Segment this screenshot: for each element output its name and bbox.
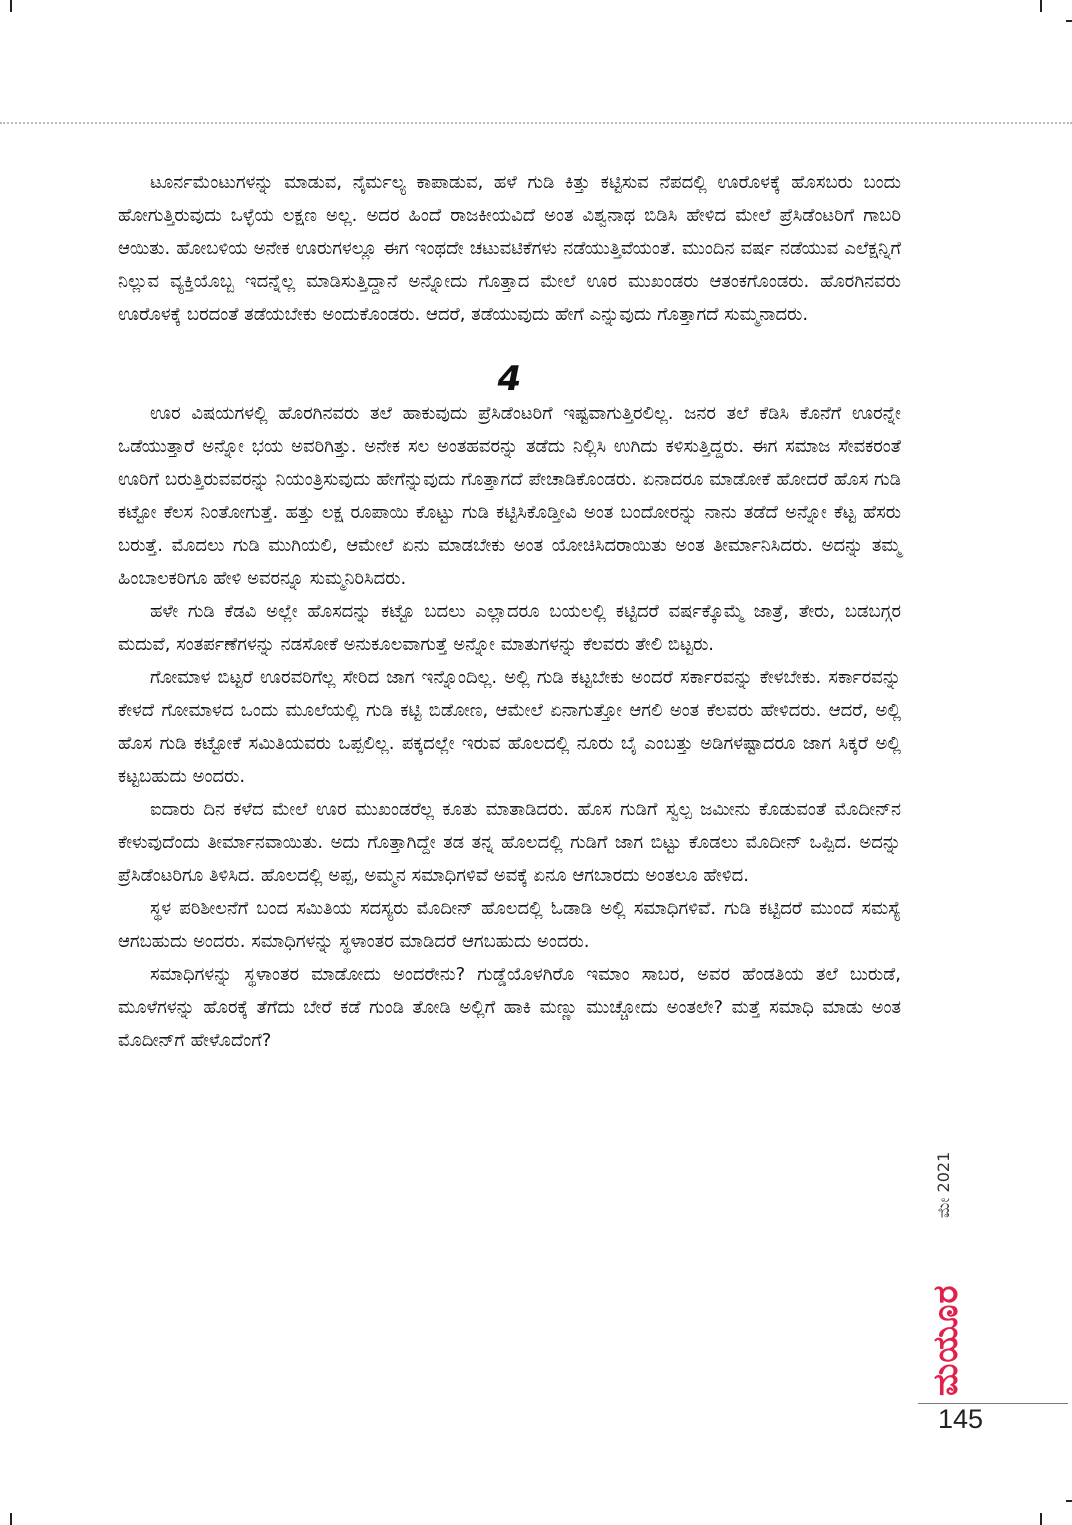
article-paragraph: ಊರ ವಿಷಯಗಳಲ್ಲಿ ಹೊರಗಿನವರು ತಲೆ ಹಾಕುವುದು ಪ್ರೆಸಿಡೆಂಟರಿಗೆ ಇಷ್ಟವಾಗುತ್ತಿರಲಿಲ್ಲ. ಜನರ ತಲೆ ಕೆಡಿಸಿ ಕೊನೆಗೆ ಊರನ್ನೇ ಒಡೆಯುತ್ತಾರೆ ಅನ್ನೋ ಭಯ ಅವರಿಗಿತ್ತು. ಅನೇಕ ಸಲ ಅಂತಹವರನ್ನು ತಡೆದು ನಿಲ್ಲಿಸಿ ಉಗಿದು ಕಳಿಸುತ್ತಿದ್ದರು. ಈಗ ಸಮಾಜ ಸೇವಕರಂತೆ ಊರಿಗೆ ಬರುತ್ತಿರುವವರನ್ನು ನಿಯಂತ್ರಿಸುವುದು ಹೇಗೆನ್ನುವುದು ಗೊತ್ತಾಗದೆ ಪೇಚಾಡಿಕೊಂಡರು. ಏನಾದರೂ ಮಾಡೋಕೆ ಹೋದರೆ ಹೊಸ ಗುಡಿ ಕಟ್ಟೋ ಕೆಲಸ ನಿಂತೋಗುತ್ತೆ. ಹತ್ತು ಲಕ್ಷ ರೂಪಾಯಿ ಕೊಟ್ಟು ಗುಡಿ ಕಟ್ಟಿಸಿಕೊಡ್ತೀವಿ ಅಂತ ಬಂದೋರನ್ನು ನಾನು ತಡೆದೆ ಅನ್ನೋ ಕೆಟ್ಟ ಹೆಸರು ಬರುತ್ತೆ. ಮೊದಲು ಗುಡಿ ಮುಗಿಯಲಿ, ಆಮೇಲೆ ಏನು ಮಾಡಬೇಕು ಅಂತ ಯೋಚಿಸಿದರಾಯಿತು ಅಂತ ತೀರ್ಮಾನಿಸಿದರು. ಅದನ್ನು ತಮ್ಮ ಹಿಂಬಾಲಕರಿಗೂ ಹೇಳಿ ಅವರನ್ನೂ ಸುಮ್ಮನಿರಿಸಿದರು. <box>118 403 901 589</box>
magazine-logo: ಮಯೂರ <box>926 1284 966 1396</box>
page-number: 145 <box>938 1404 984 1434</box>
article-body <box>118 166 901 1057</box>
crop-mark-top-right-tick <box>1066 20 1072 22</box>
article-paragraph: ಸಮಾಧಿಗಳನ್ನು ಸ್ಥಳಾಂತರ ಮಾಡೋದು ಅಂದರೇನು? ಗುಡ್ಡೆಯೊಳಗಿರೊ ಇಮಾಂ ಸಾಬರ, ಅವರ ಹೆಂಡತಿಯ ತಲೆ ಬುರುಡೆ, ಮೂಳೆಗಳನ್ನು ಹೊರಕ್ಕೆ ತೆಗೆದು ಬೇರೆ ಕಡೆ ಗುಂಡಿ ತೋಡಿ ಅಲ್ಲಿಗೆ ಹಾಕಿ ಮಣ್ಣು ಮುಚ್ಚೋದು ಅಂತಲೇ? ಮತ್ತೆ ಸಮಾಧಿ ಮಾಡು ಅಂತ ಮೊದೀನ್‌ಗೆ ಹೇಳೊದೆಂಗೆ? <box>118 964 901 1051</box>
crop-mark-top-left <box>10 0 12 12</box>
article-paragraph: ಐದಾರು ದಿನ ಕಳೆದ ಮೇಲೆ ಊರ ಮುಖಂಡರೆಲ್ಲ ಕೂತು ಮಾತಾಡಿದರು. ಹೊಸ ಗುಡಿಗೆ ಸ್ವಲ್ಪ ಜಮೀನು ಕೊಡುವಂತೆ ಮೊದೀನ್‌ನ ಕೇಳುವುದೆಂದು ತೀರ್ಮಾನವಾಯಿತು. ಅದು ಗೊತ್ತಾಗಿದ್ದೇ ತಡ ತನ್ನ ಹೊಲದಲ್ಲಿ ಗುಡಿಗೆ ಜಾಗ ಬಿಟ್ಟು ಕೊಡಲು ಮೊದೀನ್ ಒಪ್ಪಿದ. ಅದನ್ನು ಪ್ರೆಸಿಡೆಂಟರಿಗೂ ತಿಳಿಸಿದ. ಹೊಲದಲ್ಲಿ ಅಪ್ಪ, ಅಮ್ಮನ ಸಮಾಧಿಗಳಿವೆ ಅವಕ್ಕೆ ಏನೂ ಆಗಬಾರದು ಅಂತಲೂ ಹೇಳಿದ. <box>118 799 901 886</box>
article-paragraph: ಟೂರ್ನಮೆಂಟುಗಳನ್ನು ಮಾಡುವ, ನೈರ್ಮಲ್ಯ ಕಾಪಾಡುವ, ಹಳೆ ಗುಡಿ ಕಿತ್ತು ಕಟ್ಟಿಸುವ ನೆಪದಲ್ಲಿ ಊರೊಳಕ್ಕೆ ಹೊಸಬರು ಬಂದು ಹೋಗುತ್ತಿರುವುದು ಒಳ್ಳೆಯ ಲಕ್ಷಣ ಅಲ್ಲ. ಅದರ ಹಿಂದೆ ರಾಜಕೀಯವಿದೆ ಅಂತ ವಿಶ್ವನಾಥ ಬಿಡಿಸಿ ಹೇಳಿದ ಮೇಲೆ ಪ್ರೆಸಿಡೆಂಟರಿಗೆ ಗಾಬರಿ ಆಯಿತು. ಹೋಬಳಿಯ ಅನೇಕ ಊರುಗಳಲ್ಲೂ ಈಗ ಇಂಥದೇ ಚಟುವಟಿಕೆಗಳು ನಡೆಯುತ್ತಿವೆಯಂತೆ. ಮುಂದಿನ ವರ್ಷ ನಡೆಯುವ ಎಲೆಕ್ಷನ್ನಿಗೆ ನಿಲ್ಲುವ ವ್ಯಕ್ತಿಯೊಬ್ಬ ಇದನ್ನೆಲ್ಲ ಮಾಡಿಸುತ್ತಿದ್ದಾನೆ ಅನ್ನೋದು ಗೊತ್ತಾದ ಮೇಲೆ ಊರ ಮುಖಂಡರು ಆತಂಕಗೊಂಡರು. ಹೊರಗಿನವರು ಊರೊಳಕ್ಕೆ ಬರದಂತೆ ತಡೆಯಬೇಕು ಅಂದುಕೊಂಡರು. ಆದರೆ, ತಡೆಯುವುದು ಹೇಗೆ ಎನ್ನುವುದು ಗೊತ್ತಾಗದೆ ಸುಮ್ಮನಾದರು. <box>118 172 901 325</box>
article-paragraph: ಹಳೇ ಗುಡಿ ಕೆಡವಿ ಅಲ್ಲೇ ಹೊಸದನ್ನು ಕಟ್ಟೊ ಬದಲು ಎಲ್ಲಾದರೂ ಬಯಲಲ್ಲಿ ಕಟ್ಟಿದರೆ ವರ್ಷಕ್ಕೊಮ್ಮೆ ಜಾತ್ರೆ, ತೇರು, ಬಡಬಗ್ಗರ ಮದುವೆ, ಸಂತರ್ಪಣೆಗಳನ್ನು ನಡಸೋಕೆ ಅನುಕೂಲವಾಗುತ್ತೆ ಅನ್ನೋ ಮಾತುಗಳನ್ನು ಕೆಲವರು ತೇಲಿ ಬಿಟ್ಟರು. <box>118 601 901 655</box>
article-paragraph: ಗೋಮಾಳ ಬಿಟ್ಟರೆ ಊರವರಿಗೆಲ್ಲ ಸೇರಿದ ಜಾಗ ಇನ್ನೊಂದಿಲ್ಲ. ಅಲ್ಲಿ ಗುಡಿ ಕಟ್ಟಬೇಕು ಅಂದರೆ ಸರ್ಕಾರವನ್ನು ಕೇಳಬೇಕು. ಸರ್ಕಾರವನ್ನು ಕೇಳದೆ ಗೋಮಾಳದ ಒಂದು ಮೂಲೆಯಲ್ಲಿ ಗುಡಿ ಕಟ್ಟಿ ಬಿಡೋಣ, ಆಮೇಲೆ ಏನಾಗುತ್ತೋ ಆಗಲಿ ಅಂತ ಕೆಲವರು ಹೇಳಿದರು. ಆದರೆ, ಅಲ್ಲಿ ಹೊಸ ಗುಡಿ ಕಟ್ಟೋಕೆ ಸಮಿತಿಯವರು ಒಪ್ಪಲಿಲ್ಲ. ಪಕ್ಕದಲ್ಲೇ ಇರುವ ಹೊಲದಲ್ಲಿ ನೂರು ಬೈ ಎಂಬತ್ತು ಅಡಿಗಳಷ್ಟಾದರೂ ಜಾಗ ಸಿಕ್ಕರೆ ಅಲ್ಲಿ ಕಟ್ಟಬಹುದು ಅಂದರು. <box>118 667 901 787</box>
crop-mark-bottom-right <box>1040 1513 1042 1525</box>
issue-date: ಮೇ 2021 <box>934 1151 953 1218</box>
crop-mark-bottom-right-tick <box>1066 1500 1072 1502</box>
article-paragraph: ಸ್ಥಳ ಪರಿಶೀಲನೆಗೆ ಬಂದ ಸಮಿತಿಯ ಸದಸ್ಯರು ಮೊದೀನ್ ಹೊಲದಲ್ಲಿ ಓಡಾಡಿ ಅಲ್ಲಿ ಸಮಾಧಿಗಳಿವೆ. ಗುಡಿ ಕಟ್ಟಿದರೆ ಮುಂದೆ ಸಮಸ್ಯೆ ಆಗಬಹುದು ಅಂದರು. ಸಮಾಧಿಗಳನ್ನು ಸ್ಥಳಾಂತರ ಮಾಡಿದರೆ ಆಗಬಹುದು ಅಂದರು. <box>118 898 901 952</box>
section-number: 4 <box>497 359 522 399</box>
crop-mark-top-right <box>1040 0 1042 12</box>
crop-mark-bottom-left <box>10 1513 12 1525</box>
header-dotted-rule <box>0 122 1072 124</box>
